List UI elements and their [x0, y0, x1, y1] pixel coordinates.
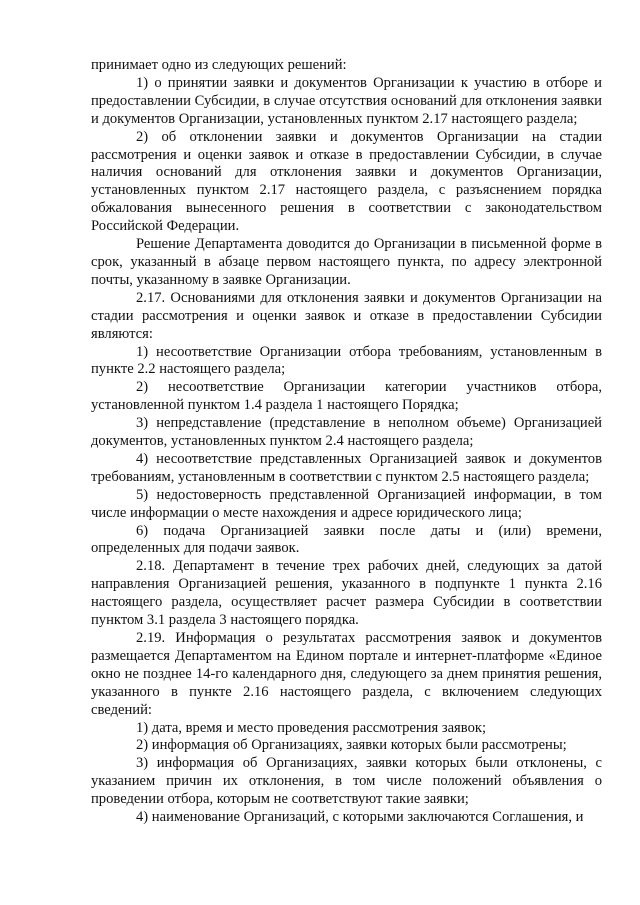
paragraph-2-17: 2.17. Основаниями для отклонения заявки и документов Организации на стадии рассмотрения и оценки заявок и отказе в предоставлении Субсидии являются: [91, 289, 602, 342]
paragraph-info-4: 4) наименование Организаций, с которыми заключаются Соглашения, и [136, 809, 584, 826]
paragraph-info-1: 1) дата, время и место проведения рассмотрения заявок; [136, 719, 487, 736]
paragraph-ground-1: 1) несоответствие Организации отбора требованиям, установленным в пункте 2.2 настоящего раздела; [91, 343, 602, 378]
paragraph-ground-4: 4) несоответствие представленных Организацией заявок и документов требованиям, установленным в соответствии с пунктом 2.5 настоящего раздела; [91, 450, 602, 485]
paragraph-ground-6: 6) подача Организацией заявки после даты и (или) времени, определенных для подачи заявок. [91, 522, 602, 557]
paragraph-ground-5: 5) недостоверность представленной Организацией информации, в том числе информации о месте нахождения и адресе юридического лица; [91, 486, 602, 521]
paragraph-decision-accept: 1) о принятии заявки и документов Организации к участию в отборе и предоставлении Субсидии, в случае отсутствия оснований для отклонения заявки и документов Организации, установленных пунктом 2.17 настоящего раздела; [91, 74, 602, 127]
paragraph-intro: принимает одно из следующих решений: [91, 57, 347, 73]
paragraph-2-18: 2.18. Департамент в течение трех рабочих дней, следующих за датой направления Организацией решения, указанного в подпункте 1 пункта 2.16 настоящего раздела, осуществляет расчет размера Субсидии в соответствии пунктом 3.1 раздела 3 настоящего порядка. [91, 558, 602, 629]
paragraph-ground-3: 3) непредставление (представление в неполном объеме) Организацией документов, установленных пунктом 2.4 настоящего раздела; [91, 415, 602, 450]
paragraph-ground-2: 2) несоответствие Организации категории участников отбора, установленной пунктом 1.4 раздела 1 настоящего Порядка; [91, 379, 602, 414]
paragraph-2-19: 2.19. Информация о результатах рассмотрения заявок и документов размещается Департаментом на Едином портале и интернет-платформе «Единое окно не позднее 14-го календарного дня, следующего за днем принятия решения, указанного в пункте 2.16 настоящего раздела, с включением следующих сведений: [91, 630, 602, 718]
paragraph-info-3: 3) информация об Организациях, заявки которых были отклонены, с указанием причин их отклонения, в том числе положений объявления о проведении отбора, которым не соответствуют такие заявки; [91, 755, 602, 808]
paragraph-notification: Решение Департамента доводится до Организации в письменной форме в срок, указанный в абзаце первом настоящего пункта, по адресу электронной почты, указанному в заявке Организации. [91, 236, 602, 288]
paragraph-info-2: 2) информация об Организациях, заявки которых были рассмотрены; [136, 737, 567, 754]
paragraph-decision-reject: 2) об отклонении заявки и документов Организации на стадии рассмотрения и оценки заявок и отказе в предоставлении Субсидии, в случае наличия оснований для отклонения заявки и документов Организации, установленных пунктом 2.17 настоящего раздела, с разъяснением порядка обжалования вынесенного решения в соответствии с законодательством Российской Федерации. [91, 128, 602, 235]
document-page [91, 57, 602, 827]
